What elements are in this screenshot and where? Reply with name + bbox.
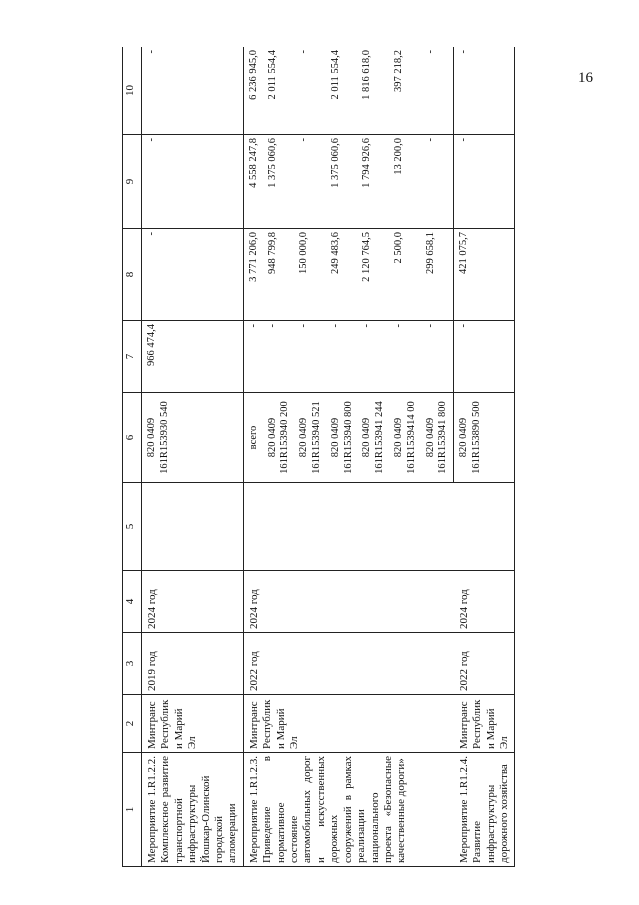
executor: Минтранс Республики Марий Эл — [243, 695, 453, 753]
rotated-table-wrapper — [122, 47, 639, 867]
value-col8: 150 000,0 — [295, 229, 327, 321]
col-header-6: 6 — [123, 393, 142, 483]
measure-name: Мероприятие 1.R1.2.4. Развитие инфраструктуры дорожного хозяйства — [454, 753, 515, 867]
value-col8: 249 483,6 — [327, 229, 359, 321]
value-col9: 1 375 060,6 — [264, 135, 296, 229]
value-col8: 3 771 206,0 — [243, 229, 263, 321]
value-col10: - — [295, 47, 327, 135]
budget-code: 820 0409 161R153890 500 — [454, 393, 515, 483]
col-header-2: 2 — [123, 695, 142, 753]
table-row — [454, 47, 515, 867]
start-year: 2019 год — [142, 633, 244, 695]
executor: Минтранс Республики Марий Эл — [454, 695, 515, 753]
col-header-1: 1 — [123, 753, 142, 867]
budget-code: 820 0409 161R1539414 00 — [390, 393, 422, 483]
budget-code: 820 0409 161R153930 540 — [142, 393, 244, 483]
column-number-row — [123, 47, 142, 867]
value-col7: - — [454, 321, 515, 393]
value-col10: 2 011 554,4 — [264, 47, 296, 135]
page-number: 16 — [578, 70, 593, 86]
value-col8: 421 075,7 — [454, 229, 515, 321]
value-col10: - — [454, 47, 515, 135]
budget-code: 820 0409 161R153940 200 — [264, 393, 296, 483]
start-year: 2022 год — [454, 633, 515, 695]
col-header-9: 9 — [123, 135, 142, 229]
table-body — [142, 47, 515, 867]
budget-code: 820 0409 161R153941 800 — [422, 393, 454, 483]
value-col7: - — [390, 321, 422, 393]
budget-code: всего — [243, 393, 263, 483]
end-year: 2024 год — [243, 571, 453, 633]
value-col7: 966 474,4 — [142, 321, 244, 393]
value-col9: 13 200,0 — [390, 135, 422, 229]
value-col7: - — [422, 321, 454, 393]
start-year: 2022 год — [243, 633, 453, 695]
executor: Минтранс Республики Марий Эл — [142, 695, 244, 753]
value-col9: - — [142, 135, 244, 229]
value-col10: 2 011 554,4 — [327, 47, 359, 135]
measure-name: Мероприятие 1.R1.2.3. Приведение в нормативное состояние автомобильных дорог и искусственных дорожных сооружений в рамках реализации национального проекта «Безопасные качественные дороги» — [243, 753, 453, 867]
col-header-10: 10 — [123, 47, 142, 135]
measure-name: Мероприятие 1.R1.2.2. Комплексное развитие транспортной инфраструктуры Йошкар-Олинской городской агломерации — [142, 753, 244, 867]
value-col10: 6 236 945,0 — [243, 47, 263, 135]
value-col9: 1 794 926,6 — [358, 135, 390, 229]
value-col9: 4 558 247,8 — [243, 135, 263, 229]
col-header-8: 8 — [123, 229, 142, 321]
budget-code: 820 0409 161R153941 244 — [358, 393, 390, 483]
budget-table — [122, 47, 515, 867]
value-col8: 948 799,8 — [264, 229, 296, 321]
table-row — [243, 47, 263, 867]
col-header-7: 7 — [123, 321, 142, 393]
value-col7: - — [327, 321, 359, 393]
value-col8: 2 120 764,5 — [358, 229, 390, 321]
value-col7: - — [358, 321, 390, 393]
budget-code: 820 0409 161R153940 521 — [295, 393, 327, 483]
value-col10: - — [142, 47, 244, 135]
table-row — [142, 47, 244, 867]
value-col8: 299 658,1 — [422, 229, 454, 321]
value-col8: - — [142, 229, 244, 321]
end-year: 2024 год — [454, 571, 515, 633]
budget-code: 820 0409 161R153940 800 — [327, 393, 359, 483]
value-col7: - — [243, 321, 263, 393]
value-col10: 1 816 618,0 — [358, 47, 390, 135]
col5-cell — [142, 483, 244, 571]
end-year: 2024 год — [142, 571, 244, 633]
value-col7: - — [264, 321, 296, 393]
col-header-4: 4 — [123, 571, 142, 633]
col5-cell — [454, 483, 515, 571]
value-col9: - — [454, 135, 515, 229]
value-col9: 1 375 060,6 — [327, 135, 359, 229]
col5-cell — [243, 483, 453, 571]
value-col7: - — [295, 321, 327, 393]
col-header-3: 3 — [123, 633, 142, 695]
value-col10: - — [422, 47, 454, 135]
value-col8: 2 500,0 — [390, 229, 422, 321]
value-col9: - — [422, 135, 454, 229]
value-col9: - — [295, 135, 327, 229]
col-header-5: 5 — [123, 483, 142, 571]
value-col10: 397 218,2 — [390, 47, 422, 135]
